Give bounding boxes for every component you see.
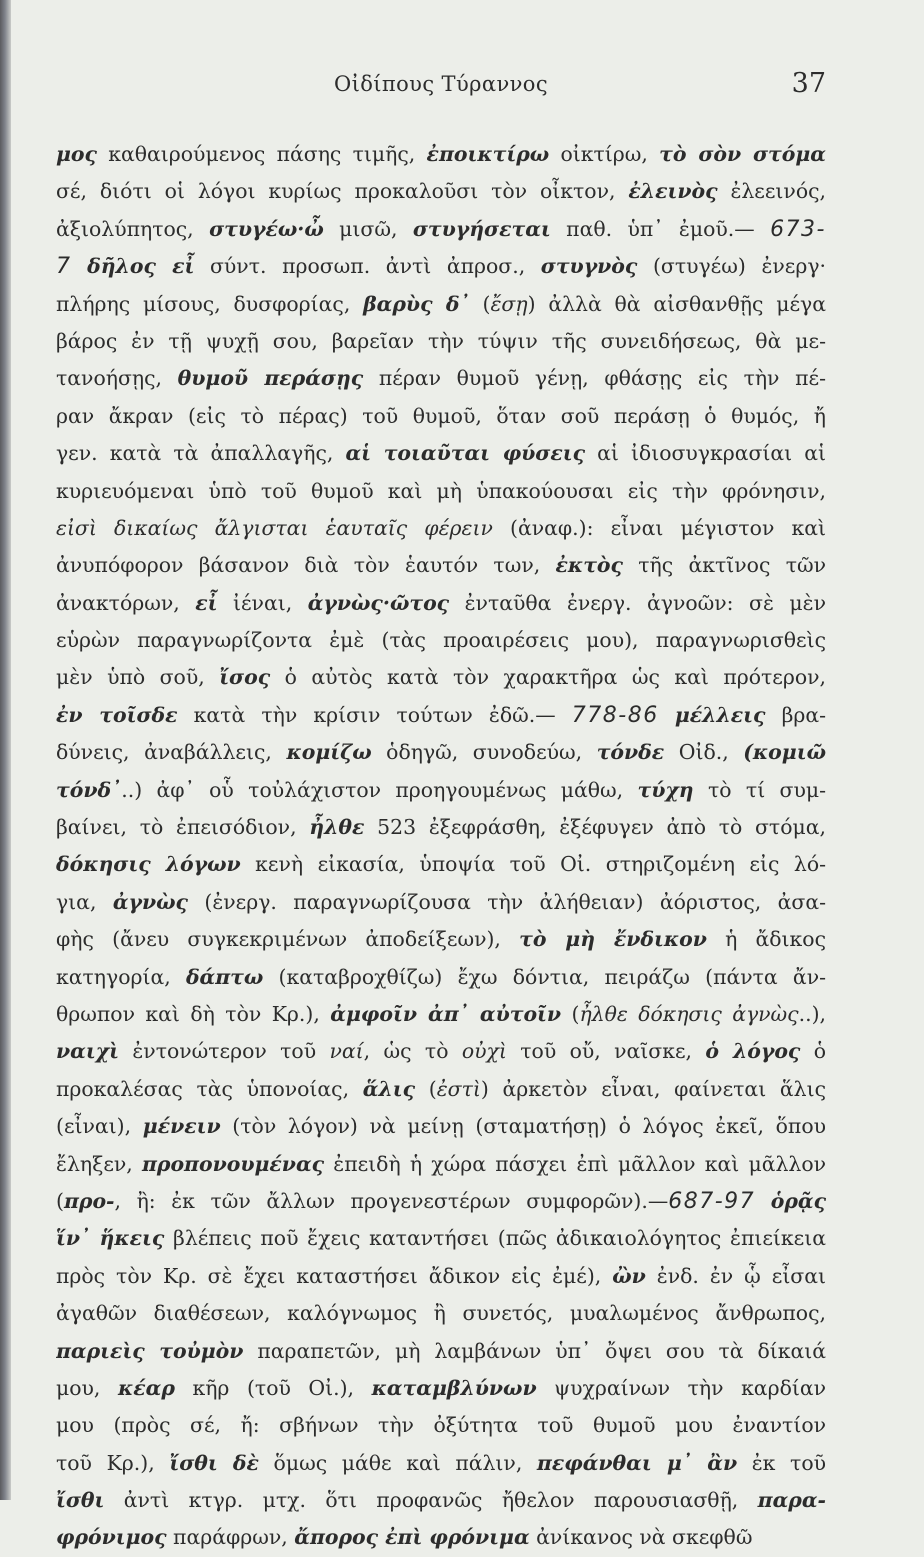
text-line (56, 1033, 826, 1070)
gloss-text: σύντ. προσωπ. ἀντὶ ἀπροσ., (194, 254, 541, 279)
gloss-text: κατηγορία, (56, 964, 186, 989)
gloss-text: ἀνακτόρων, (56, 590, 196, 615)
text-line (56, 1183, 826, 1220)
italic-text: ἐστὶ (436, 1076, 481, 1101)
gloss-text: βάρος ἐν τῇ ψυχῇ σου, βαρεῖαν τὴν τύψιν τῆς συνειδήσεως, θὰ με- (56, 328, 826, 353)
gloss-text: δύνεις, ἀναβάλλεις, (56, 740, 287, 765)
lemma-text: κομίζω (286, 740, 372, 765)
italic-text: οὐχὶ (461, 1039, 507, 1064)
gloss-text: (στυγέω) ἐνεργ· (637, 254, 826, 279)
text-line (56, 996, 826, 1033)
gloss-text: παραπετῶν, μὴ λαμβάνων ὑπ᾿ ὄψει σου τὰ δίκαιά (243, 1338, 826, 1363)
gloss-text: γεν. κατὰ τὰ ἀπαλλαγῆς, (56, 441, 346, 466)
gloss-text: μισῶ, (323, 216, 413, 241)
lemma-text: ἀγνὼς·ῶτος (307, 590, 450, 615)
gloss-text: ραν ἄκραν (εἰς τὸ πέρας) τοῦ θυμοῦ, ὅταν σοῦ περάσῃ ὁ θυμός, ἤ (56, 403, 826, 428)
text-line (56, 846, 826, 883)
gloss-text: ) ἀλλὰ θὰ αἰσθανθῇς μέγα (527, 291, 826, 316)
lemma-text: στυγέω·ὦ (209, 216, 324, 241)
lemma-text: τὸ μὴ ἔνδικον (519, 927, 707, 952)
gloss-text: θρωπον καὶ δὴ τὸν Κρ.), (56, 1001, 331, 1026)
lemma-text: ἐποικτίρω (426, 142, 550, 166)
text-line (56, 734, 826, 771)
gloss-text: βαίνει, τὸ ἐπεισόδιον, (56, 815, 310, 840)
verse-range: 778-86 (571, 702, 659, 728)
text-line (56, 585, 826, 622)
gloss-text: οἰκτίρω, (549, 142, 660, 166)
lemma-text: στυγήσεται (412, 216, 551, 241)
lemma-text: παρα- (757, 1488, 826, 1513)
commentary-text (56, 136, 826, 1557)
verse-range: 673- (770, 216, 826, 242)
text-line (56, 473, 826, 510)
lemma-text: αἱ τοιαῦται φύσεις (345, 441, 586, 466)
gloss-text: κῆρ (τοῦ Οἰ.), (174, 1375, 372, 1400)
gloss-text: τοῦ οὔ, ναῖσκε, (506, 1039, 706, 1064)
text-line (56, 809, 826, 846)
lemma-text: θυμοῦ περάσῃς (177, 366, 364, 391)
gloss-text: ψυχραίνων τὴν καρδίαν (536, 1375, 826, 1400)
gloss-text: (ἐνεργ. παραγνωρίζουσα τὴν ἀλήθειαν) ἀόριστος, ἀσα- (187, 889, 826, 914)
lemma-text: προπονουμένας (141, 1151, 325, 1176)
gloss-text: σέ, διότι οἱ λόγοι κυρίως προκαλοῦσι τὸν οἶκτον, (56, 179, 629, 204)
book-page (56, 60, 826, 1557)
running-title: Οἰδίπους Τύραννος (333, 72, 548, 96)
lemma-text: δόκησις λόγων (56, 852, 241, 877)
lemma-text: παριεὶς τοὐμὸν (56, 1338, 244, 1363)
lemma-text: δῆλος εἶ (87, 254, 195, 279)
lemma-text: ἴσος (219, 665, 271, 690)
text-line (56, 697, 826, 734)
text-line (56, 1333, 826, 1370)
gloss-text: ὁ αὐτὸς κατὰ τὸν χαρακτῆρα ὡς καὶ πρότερον, (270, 665, 826, 690)
gloss-text: (εἶναι), (56, 1114, 143, 1139)
text-line (56, 173, 826, 210)
lemma-text: μέλλεις (674, 702, 766, 727)
gloss-text: ὁδηγῶ, συνοδεύω, (371, 740, 597, 765)
text-line (56, 248, 826, 285)
gloss-text: πρὸς τὸν Κρ. σὲ ἔχει καταστήσει ἄδικον εἰς ἐμέ), (56, 1263, 613, 1288)
gloss-text: για, (56, 889, 113, 914)
lemma-text: πεφάνθαι μ᾿ ἂν (536, 1450, 738, 1475)
verse-range: 7 (56, 254, 72, 280)
gloss-text (755, 1189, 771, 1213)
gloss-text: ἰέναι, (217, 590, 308, 615)
text-line (56, 959, 826, 996)
text-line (56, 1445, 826, 1482)
text-line (56, 1220, 826, 1257)
gloss-text: ἐνταῦθα ἐνεργ. ἀγνοῶν: σὲ μὲν (449, 590, 826, 615)
gloss-text: ἀξιολύπητος, (56, 216, 210, 241)
text-line (56, 1407, 826, 1444)
text-line (56, 921, 826, 958)
lemma-text: κέαρ (117, 1375, 175, 1400)
lemma-text: μος (56, 142, 97, 166)
text-line (56, 398, 826, 435)
gloss-text: ἐντονώτερον τοῦ (118, 1039, 330, 1064)
lemma-text: (κομιῶ (743, 740, 826, 765)
lemma-text: ἐν τοῖσδε (56, 702, 178, 727)
gloss-text: τοῦ Κρ.), (56, 1450, 170, 1475)
italic-text: εἰσὶ δικαίως ἄλγισται ἑαυταῖς φέρειν (56, 515, 493, 540)
gloss-text: ( (561, 1001, 580, 1026)
text-line (56, 1482, 826, 1519)
gloss-text: ἀγαθῶν διαθέσεων, καλόγνωμος ἢ συνετός, μυαλωμένος ἄνθρωπος, (56, 1301, 826, 1326)
gloss-text: ἀνίκανος νὰ σκεφθῶ (529, 1525, 753, 1550)
gloss-text: παθ. ὑπ᾿ ἐμοῦ.— (550, 216, 771, 241)
gloss-text: ὅμως μάθε καὶ πάλιν, (258, 1450, 537, 1475)
gloss-text: ἐπειδὴ ἡ χώρα πάσχει ἐπὶ μᾶλλον καὶ μᾶλλον (324, 1151, 826, 1176)
gloss-text: ( (415, 1076, 437, 1101)
lemma-text: τύχη (637, 777, 694, 802)
text-line (56, 323, 826, 360)
lemma-text: στυγνὸς (540, 254, 638, 279)
lemma-text: τόνδ᾿ (56, 777, 122, 802)
gloss-text: πέραν θυμοῦ γένῃ, φθάσῃς εἰς τὴν πέ- (363, 366, 826, 391)
gloss-text: ἀνυπόφορον βάσανον διὰ τὸν ἑαυτόν των, (56, 553, 556, 578)
gloss-text: αἱ ἰδιοσυγκρασίαι αἱ (585, 441, 826, 466)
page-number: 37 (791, 68, 826, 99)
text-line (56, 510, 826, 547)
lemma-text: προ- (63, 1188, 115, 1213)
italic-text: ἦλθε δόκησις ἀγνὼς (579, 1001, 799, 1026)
text-line (56, 211, 826, 248)
lemma-text: τὸ σὸν στόμα (659, 142, 826, 166)
lemma-text: δάπτω (185, 964, 264, 989)
gloss-text (72, 254, 88, 278)
gloss-text: Οἰδ., (664, 740, 744, 765)
lemma-text: ἦλθε (309, 815, 365, 840)
gloss-text: (καταβροχθίζω) ἔχω δόντια, πειράζω (πάντα ἄν- (263, 964, 826, 989)
gloss-text: ἔληξεν, (56, 1151, 142, 1176)
gloss-text: βρα- (765, 702, 826, 727)
gloss-text: ἐλεεινός, (717, 179, 826, 204)
text-line (56, 1519, 826, 1556)
gloss-text: μὲν ὑπὸ σοῦ, (56, 665, 220, 690)
gloss-text: προκαλέσας τὰς ὑπονοίας, (56, 1076, 363, 1101)
lemma-text: ἀμφοῖν ἀπ᾿ αὐτοῖν (330, 1001, 562, 1026)
gloss-text: ..), (798, 1001, 826, 1026)
gloss-text: (τὸν λόγον) νὰ μείνῃ (σταματήσῃ) ὁ λόγος ἐκεῖ, ὅπου (220, 1114, 826, 1139)
text-line (56, 884, 826, 921)
text-line (56, 360, 826, 397)
text-line (56, 136, 826, 173)
gloss-text: (ἀναφ.): εἶναι μέγιστον καὶ (492, 515, 826, 540)
running-header (56, 60, 826, 112)
lemma-text: ἐκτὸς (555, 553, 623, 578)
text-line (56, 547, 826, 584)
gloss-text: ἡ ἄδικος (706, 927, 826, 952)
gloss-text: ὁ (800, 1039, 826, 1064)
lemma-text: ὁρᾷς (770, 1188, 826, 1213)
book-binding-edge (0, 0, 11, 1500)
gloss-text: μου (πρὸς σέ, ἤ: σβήνων τὴν ὀξύτητα τοῦ θυμοῦ μου ἐναντίον (56, 1413, 826, 1438)
gloss-text: τῆς ἀκτῖνος τῶν (622, 553, 826, 578)
verse-range: 687-97 (668, 1188, 756, 1214)
gloss-text: , ἢ: ἐκ τῶν ἄλλων προγενεστέρων συμφορῶν).— (114, 1188, 669, 1213)
text-line (56, 1146, 826, 1183)
lemma-text: ἅλις (362, 1076, 416, 1101)
text-line (56, 286, 826, 323)
text-line (56, 1258, 826, 1295)
gloss-text: βλέπεις ποῦ ἔχεις καταντήσει (πῶς ἀδικαιολόγητος ἐπιείκεια (164, 1226, 826, 1251)
gloss-text: τανοήσῃς, (56, 366, 178, 391)
gloss-text: ..) ἀφ᾿ οὗ τοὐλάχιστον προηγουμένως μάθω, (121, 777, 638, 802)
text-line (56, 1108, 826, 1145)
gloss-text: ἀντὶ κτγρ. μτχ. ὅτι προφανῶς ἤθελον παρουσιασθῇ, (104, 1488, 758, 1513)
lemma-text: τόνδε (596, 740, 665, 765)
lemma-text: ὢν (612, 1263, 646, 1288)
lemma-text: εἶ (195, 590, 218, 615)
lemma-text: ἵν᾿ ἥκεις (56, 1226, 165, 1251)
lemma-text: ἴσθι (56, 1488, 105, 1513)
lemma-text: ἴσθι δὲ (169, 1450, 259, 1475)
gloss-text: ( (469, 291, 491, 316)
lemma-text: ὁ λόγος (705, 1039, 801, 1064)
lemma-text: καταμβλύνων (371, 1375, 537, 1400)
gloss-text: ἐνδ. ἐν ᾧ εἶσαι (645, 1263, 826, 1288)
gloss-text: κατὰ τὴν κρίσιν τούτων ἐδῶ.— (177, 702, 572, 727)
gloss-text: φὴς (ἄνευ συγκεκριμένων ἀποδείξεων), (56, 927, 520, 952)
text-line (56, 622, 826, 659)
text-line (56, 659, 826, 696)
lemma-text: μένειν (142, 1114, 221, 1139)
gloss-text: πλήρης μίσους, δυσφορίας, (56, 291, 364, 316)
gloss-text: ἐκ τοῦ (737, 1450, 826, 1475)
italic-text: ναί (329, 1039, 364, 1064)
gloss-text: ) ἀρκετὸν εἶναι, φαίνεται ἅλις (480, 1076, 826, 1101)
lemma-text: ἀγνὼς (112, 889, 188, 914)
gloss-text: παράφρων, (166, 1525, 295, 1550)
gloss-text: κυριευόμεναι ὑπὸ τοῦ θυμοῦ καὶ μὴ ὑπακούουσαι εἰς τὴν φρόνησιν, (56, 478, 826, 503)
gloss-text: τὸ τί συμ- (693, 777, 826, 802)
gloss-text: κενὴ εἰκασία, ὑποψία τοῦ Οἰ. στηριζομένη εἰς λό- (240, 852, 826, 877)
lemma-text: ἄπορος ἐπὶ φρόνιμα (294, 1525, 530, 1550)
text-line (56, 772, 826, 809)
gloss-text: εὑρὼν παραγνωρίζοντα ἐμὲ (τὰς προαιρέσεις μου), παραγνωρισθεὶς (56, 628, 826, 653)
lemma-text: φρόνιμος (56, 1525, 167, 1550)
italic-text: ἔσῃ (490, 291, 528, 316)
gloss-text: 523 ἐξεφράσθη, ἐξέφυγεν ἀπὸ τὸ στόμα, (364, 815, 826, 840)
text-line (56, 1295, 826, 1332)
lemma-text: βαρὺς δ᾿ (363, 291, 470, 316)
lemma-text: ναιχὶ (56, 1039, 119, 1064)
gloss-text: μου, (56, 1375, 118, 1400)
gloss-text: καθαιρούμενος πάσης τιμῆς, (96, 142, 427, 166)
text-line (56, 435, 826, 472)
text-line (56, 1071, 826, 1108)
gloss-text (659, 703, 675, 727)
gloss-text: ( (56, 1188, 64, 1213)
text-line (56, 1370, 826, 1407)
gloss-text: , ὡς τὸ (363, 1039, 462, 1064)
lemma-text: ἐλεινὸς (628, 179, 718, 204)
